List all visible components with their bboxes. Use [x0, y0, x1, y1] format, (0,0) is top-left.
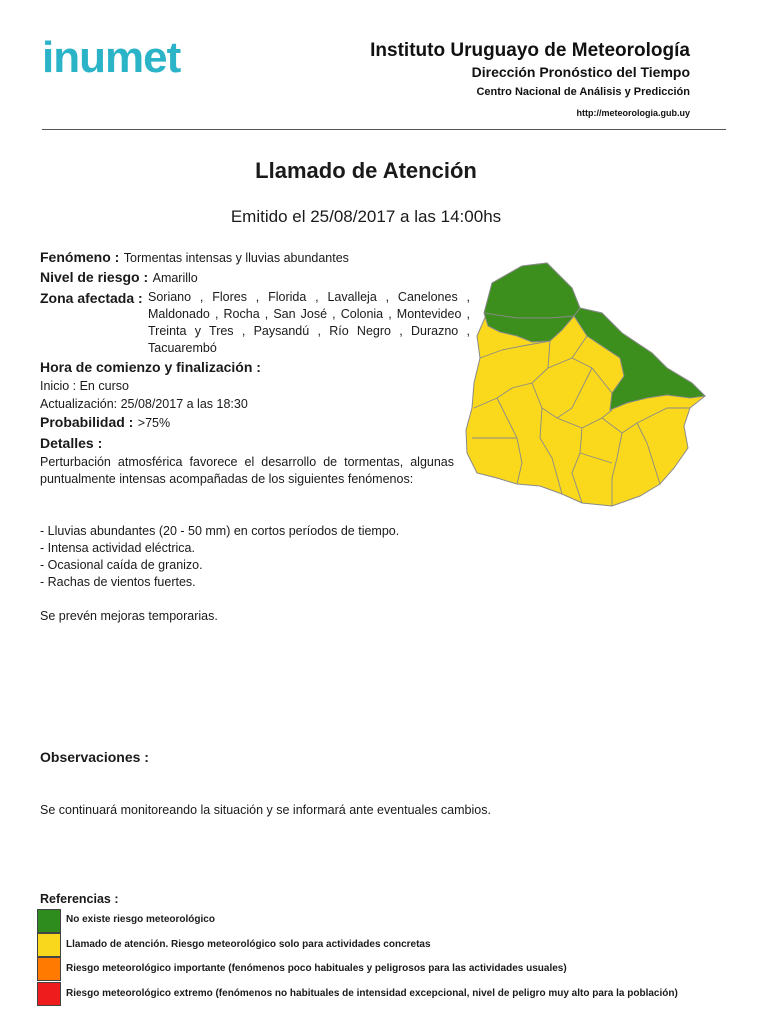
detalles-closing: Se prevén mejoras temporarias.: [40, 609, 218, 623]
referencias-label: Referencias :: [40, 892, 119, 906]
inumet-logo: inumet: [42, 33, 181, 82]
nivel-row: [40, 269, 198, 287]
legend-swatch-green: [37, 909, 61, 933]
legend-swatch-orange: [37, 957, 61, 981]
detalle-item: - Lluvias abundantes (20 - 50 mm) en cortos períodos de tiempo.: [40, 524, 400, 538]
hora-actualizacion: Actualización: 25/08/2017 a las 18:30: [40, 397, 248, 411]
legend-swatch-red: [37, 982, 61, 1006]
nivel-label: Nivel de riesgo :: [40, 269, 149, 285]
observaciones-label: Observaciones :: [40, 749, 149, 765]
detalle-item: - Ocasional caída de granizo.: [40, 558, 203, 572]
observaciones-text: Se continuará monitoreando la situación y se informará ante eventuales cambios.: [40, 803, 491, 817]
probabilidad-row: [40, 414, 170, 432]
header-divider: [42, 129, 726, 130]
website-url[interactable]: http://meteorologia.gub.uy: [576, 108, 690, 118]
hora-label: Hora de comienzo y finalización :: [40, 359, 261, 375]
probabilidad-value: >75%: [137, 416, 171, 430]
zona-label: Zona afectada :: [40, 290, 143, 306]
fenomeno-label: Fenómeno :: [40, 249, 120, 265]
center-name: Centro Nacional de Análisis y Predicción: [476, 86, 690, 98]
fenomeno-value: Tormentas intensas y lluvias abundantes: [123, 251, 349, 265]
detalles-label: Detalles :: [40, 435, 103, 451]
legend-text-orange: Riesgo meteorológico importante (fenómenos poco habituales y peligrosos para las actividades usuales): [66, 963, 567, 974]
detalles-intro: Perturbación atmosférica favorece el desarrollo de tormentas, algunas puntualmente intensas acompañadas de los siguientes fenómenos:: [40, 455, 454, 486]
legend-text-red: Riesgo meteorológico extremo (fenómenos no habituales de intensidad excepcional, nivel de peligro muy alto para la población): [66, 988, 678, 999]
issued-date: Emitido el 25/08/2017 a las 14:00hs: [230, 207, 502, 226]
direction-name: Dirección Pronóstico del Tiempo: [471, 64, 690, 80]
legend-text-yellow: Llamado de atención. Riesgo meteorológico solo para actividades concretas: [66, 939, 431, 950]
probabilidad-label: Probabilidad :: [40, 414, 134, 430]
zona-value: Soriano , Flores , Florida , Lavalleja , Canelones , Maldonado , Rocha , San José , Colonia , Montevideo , Treinta y Tres , Paysandú , Río Negro , Durazno , Tacuarembó: [148, 290, 470, 355]
legend-text-green: No existe riesgo meteorológico: [66, 914, 215, 925]
detalle-item: - Intensa actividad eléctrica.: [40, 541, 195, 555]
legend-swatch-yellow: [37, 933, 61, 957]
institution-name: Instituto Uruguayo de Meteorología: [370, 40, 690, 61]
uruguay-risk-map: [462, 258, 712, 514]
fenomeno-row: [40, 249, 349, 267]
detalle-item: - Rachas de vientos fuertes.: [40, 575, 196, 589]
page-title: Llamado de Atención: [255, 158, 477, 183]
nivel-value: Amarillo: [152, 271, 198, 285]
hora-inicio: Inicio : En curso: [40, 379, 129, 393]
